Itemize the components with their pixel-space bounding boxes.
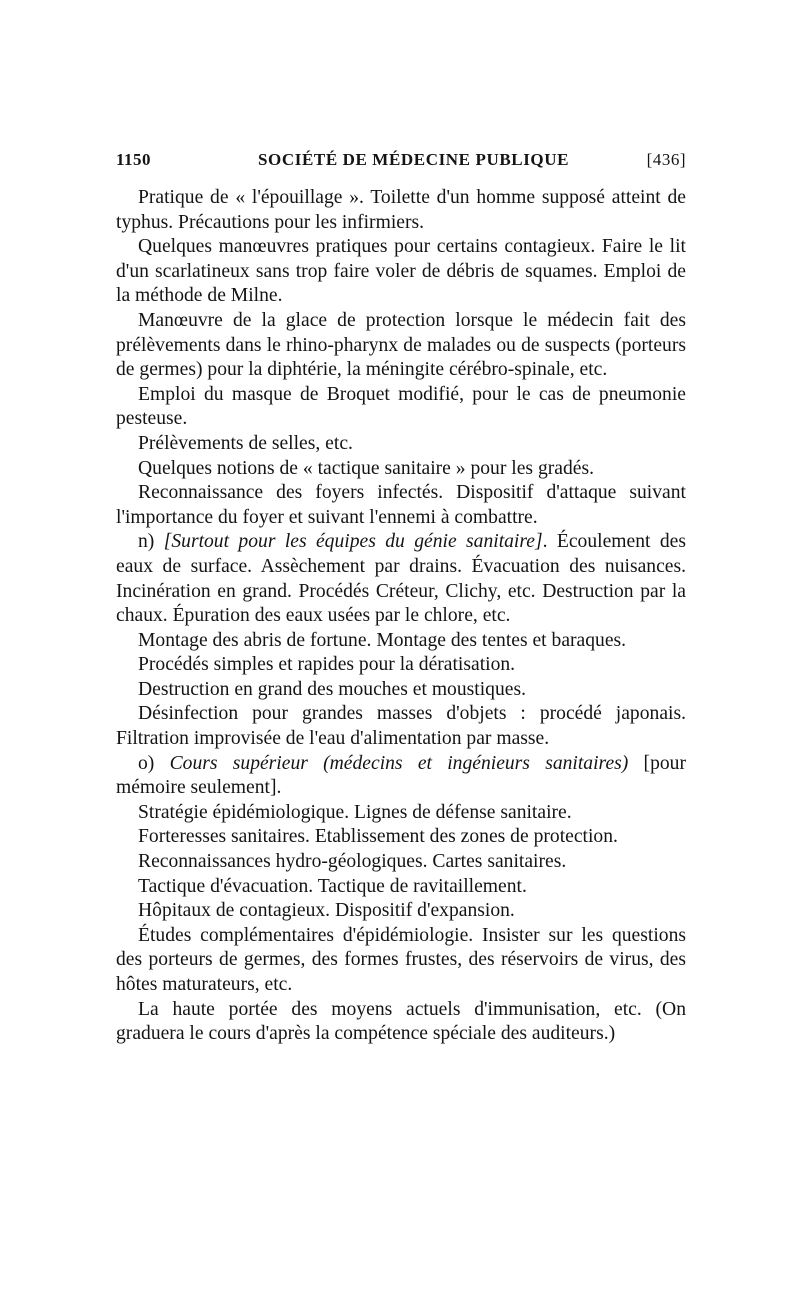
- paragraph: Désinfection pour grandes masses d'objets : procédé japonais. Filtration improvisée de l'eau d'alimentation par masse.: [116, 703, 686, 750]
- body-text: [116, 186, 686, 1047]
- paragraph: Emploi du masque de Broquet modifié, pour le cas de pneumonie pesteuse.: [116, 383, 686, 430]
- paragraph: Études complémentaires d'épidémiologie. Insister sur les questions des porteurs de germes, des formes frustes, des réservoirs de virus, des hôtes maturateurs, etc.: [116, 924, 686, 995]
- italic-heading: [Surtout pour les équipes du génie sanitaire]: [163, 531, 543, 553]
- paragraph: o) Cours supérieur (médecins et ingénieurs sanitaires) [pour mémoire seulement].: [116, 752, 686, 799]
- paragraph: Manœuvre de la glace de protection lorsque le médecin fait des prélèvements dans le rhino-pharynx de malades ou de suspects (porteurs de germes) pour la diphtérie, la méningite cérébro-spinale, etc.: [116, 309, 686, 381]
- paragraph: Procédés simples et rapides pour la dératisation.: [138, 654, 516, 676]
- italic-heading: Cours supérieur (médecins et ingénieurs sanitaires): [169, 752, 629, 774]
- paragraph: Tactique d'évacuation. Tactique de ravitaillement.: [138, 875, 527, 897]
- paragraph: Quelques notions de « tactique sanitaire » pour les gradés.: [138, 457, 594, 479]
- paragraph: Forteresses sanitaires. Etablissement des zones de protection.: [138, 826, 618, 848]
- paragraph: Hôpitaux de contagieux. Dispositif d'expansion.: [138, 900, 515, 922]
- paragraph: Stratégie épidémiologique. Lignes de défense sanitaire.: [138, 801, 572, 823]
- paragraph: La haute portée des moyens actuels d'immunisation, etc. (On graduera le cours d'après la compétence spéciale des auditeurs.): [116, 998, 686, 1045]
- paragraph: Prélèvements de selles, etc.: [138, 432, 353, 454]
- running-title: SOCIÉTÉ DE MÉDECINE PUBLIQUE: [258, 150, 570, 169]
- page-reference: [436]: [646, 150, 686, 169]
- paragraph: Pratique de « l'épouillage ». Toilette d'un homme supposé atteint de typhus. Précautions pour les infirmiers.: [116, 187, 686, 233]
- page-number: 1150: [116, 150, 152, 169]
- paragraph: Montage des abris de fortune. Montage des tentes et baraques.: [138, 629, 627, 651]
- paragraph: n) [Surtout pour les équipes du génie sanitaire]. Écoulement des eaux de surface. Assèchement par drains. Évacuation des nuisances. Incinération en grand. Procédés Créteur, Clichy, etc. Destruction par la chaux. Épuration des eaux usées par le chlore, etc.: [116, 531, 686, 627]
- paragraph: Quelques manœuvres pratiques pour certains contagieux. Faire le lit d'un scarlatineux sans trop faire voler de débris de squames. Emploi de la méthode de Milne.: [116, 236, 686, 307]
- running-header: [116, 150, 686, 176]
- paragraph: Reconnaissances hydro-géologiques. Cartes sanitaires.: [138, 851, 567, 873]
- paragraph: Destruction en grand des mouches et moustiques.: [138, 678, 526, 700]
- paragraph: Reconnaissance des foyers infectés. Dispositif d'attaque suivant l'importance du foyer et suivant l'ennemi à combattre.: [116, 482, 686, 528]
